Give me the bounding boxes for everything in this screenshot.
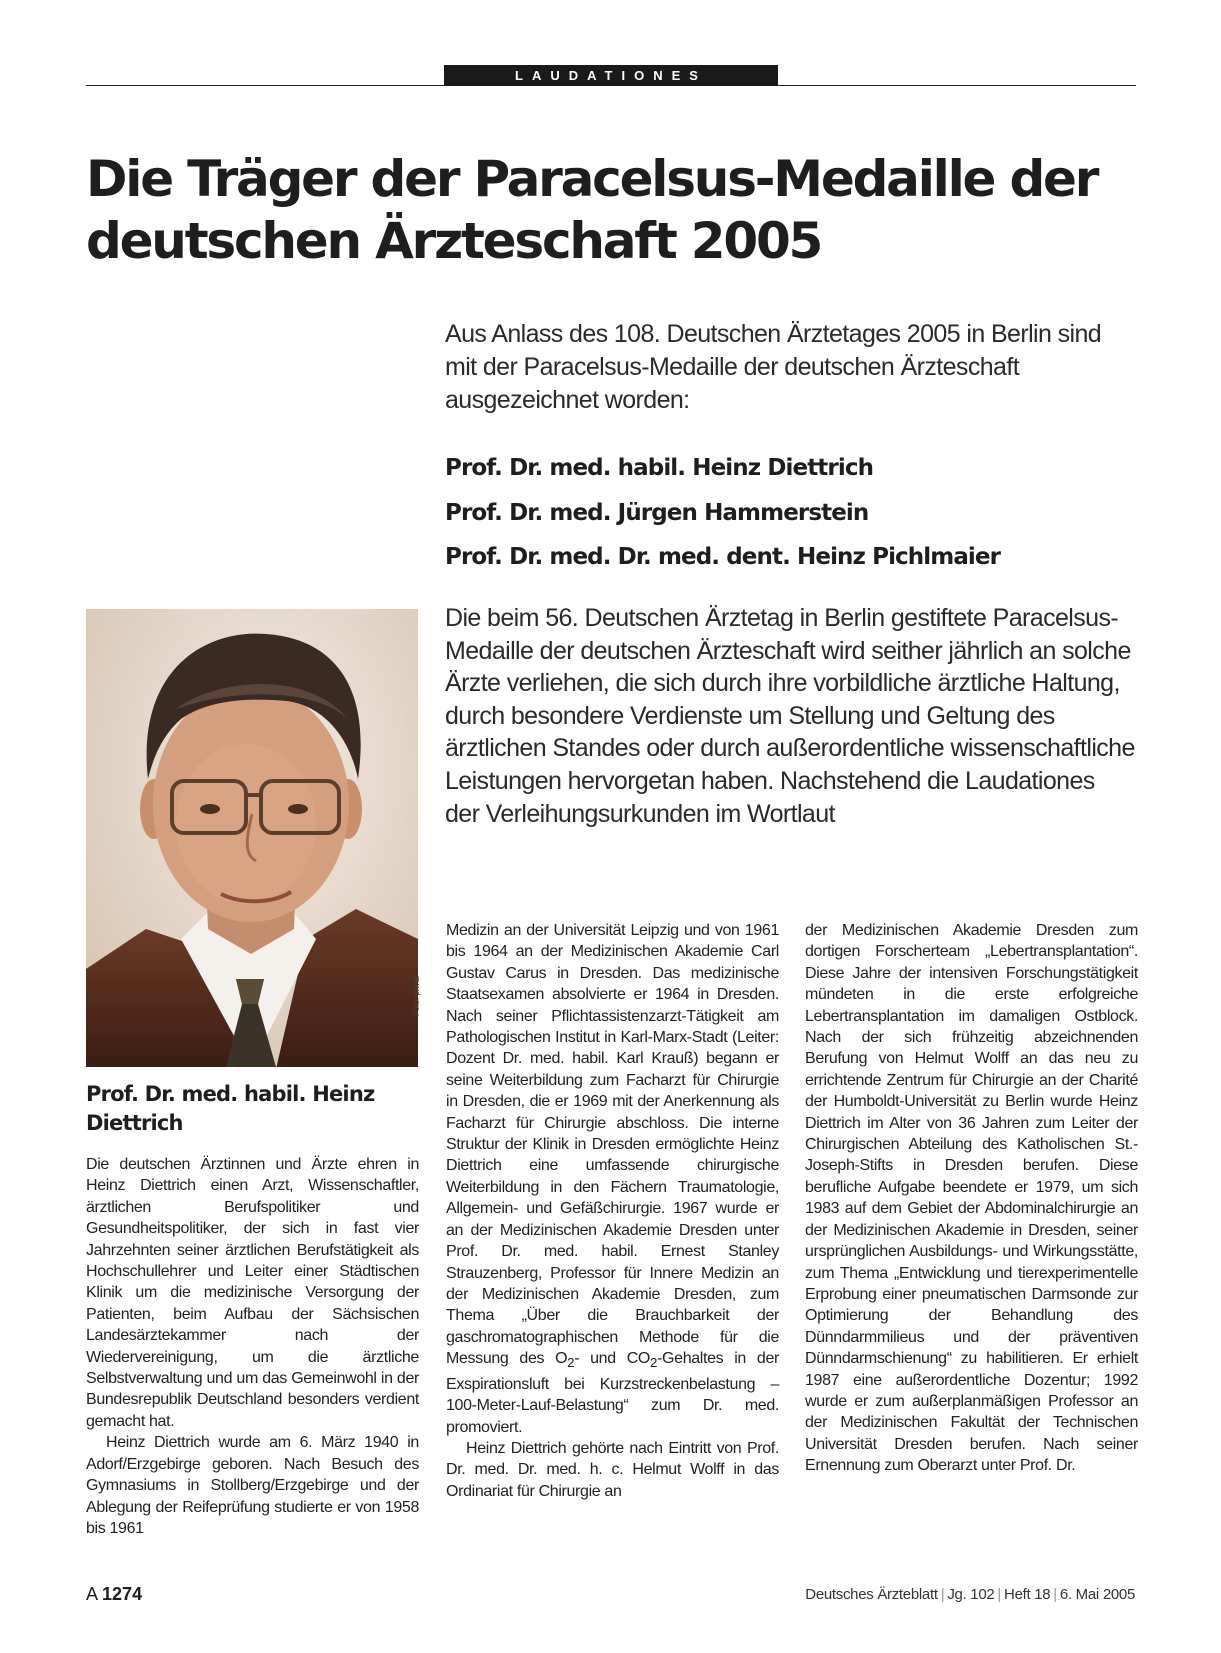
subscript: 2: [567, 1355, 575, 1371]
section-label: LAUDATIONES: [444, 65, 778, 86]
body-text: - und CO: [574, 1350, 651, 1368]
text-column-1: [86, 1154, 419, 1539]
laureate-name: Prof. Dr. med. Dr. med. dent. Heinz Pichlmaier: [445, 544, 1001, 570]
journal-info: [805, 1586, 1135, 1603]
intro-paragraph: Aus Anlass des 108. Deutschen Ärztetages 2005 in Berlin sind mit der Paracelsus-Medaille der deutschen Ärzteschaft ausgezeichnet worden:: [445, 320, 1102, 414]
separator: |: [997, 1586, 1002, 1603]
article-headline: Die Träger der Paracelsus-Medaille der deutschen Ärzteschaft 2005: [86, 150, 1098, 270]
journal-issue: Heft 18: [1004, 1586, 1051, 1603]
body-paragraph: Die deutschen Ärztinnen und Ärzte ehren in Heinz Diettrich einen Arzt, Wissenschaftler, ärztlichen Berufspolitiker und Gesundheitspolitiker, der sich in fast vier Jahrzehnten seiner ärztlichen Berufstätigkeit als Hochschullehrer und Leiter einer Städtischen Klinik um die medizinische Versorgung der Patienten, beim Aufbau der Sächsischen Landesärztekammer nach der Wiedervereinigung, um die ärztliche Selbstverwaltung und um das Gemeinwohl in der Bundesrepublik Deutschland besonders verdient gemacht hat.: [86, 1156, 419, 1430]
page-number-value: 1274: [102, 1584, 143, 1604]
statement-paragraph: Die beim 56. Deutschen Ärztetag in Berlin gestiftete Paracelsus-Medaille der deutschen Ärzteschaft wird seither jährlich an solche Ärzte verliehen, die sich durch ihre vorbildliche ärztliche Haltung, durch besondere Verdienste um Stellung und Geltung des ärztlichen Standes oder durch außerordentliche wissenschaftliche Leistungen hervorgetan haben. Nachstehend die Laudationes der Verleihungsurkunden im Wortlaut: [445, 604, 1135, 828]
journal-name: Deutsches Ärzteblatt: [805, 1586, 938, 1603]
separator: |: [940, 1586, 945, 1603]
body-paragraph: Heinz Diettrich wurde am 6. März 1940 in Adorf/Erzgebirge geboren. Nach Besuch des Gymnasiums in Stollberg/Erzgebirge und der Ablegung der Reifeprüfung studierte er von 1958 bis 1961: [86, 1434, 419, 1537]
laureate-list: [445, 446, 1135, 580]
body-paragraph: [446, 920, 779, 1438]
subscript: 2: [650, 1355, 658, 1371]
page-number: [86, 1584, 142, 1605]
separator: |: [1053, 1586, 1057, 1603]
laureate-name: Prof. Dr. med. habil. Heinz Diettrich: [445, 455, 874, 481]
portrait-photo: [86, 609, 418, 1067]
text-column-2: [446, 920, 779, 1502]
body-text: Medizin an der Universität Leipzig und von 1961 bis 1964 an der Medizinischen Akademie Carl Gustav Carus in Dresden. Das medizinische Staatsexamen absolvierte er 1964 in Dresden. Nach seiner Pflichtassistenzarzt-Tätigkeit am Pathologischen Institut in Karl-Marx-Stadt (Leiter: Dozent Dr. med. habil. Karl Krauß) begann er seine Weiterbildung zum Facharzt für Chirurgie in Dresden, die er 1969 mit der Anerkennung als Facharzt für Chirurgie abschloss. Die interne Struktur der Klinik in Dresden ermöglichte Heinz Diettrich eine umfassende chirurgische Weiterbildung in den Fächern Traumatologie, Allgemein- und Gefäßchirurgie. 1967 wurde er an der Medizinischen Akademie Dresden unter Prof. Dr. med. habil. Ernest Stanley Strauzenberg, Professor für Innere Medizin an der Medizinischen Akademie Dresden, zum Thema „Über die Brauchbarkeit der gaschromatographischen Methode für die Messung des O: [446, 922, 779, 1368]
body-paragraph: Heinz Diettrich gehörte nach Eintritt von Prof. Dr. med. Dr. med. h. c. Helmut Wolff in das Ordinariat für Chirurgie an: [446, 1439, 779, 1500]
body-paragraph: der Medizinischen Akademie Dresden zum dortigen Forscherteam „Lebertransplantation“. Diese Jahre der intensiven Forschungstätigkeit mündeten in die erste erfolgreiche Lebertransplantation im damaligen Ostblock. Nach der sich frühzeitig abzeichnenden Berufung von Helmut Wolff an das neu zu errichtende Zentrum für Chirurgie an der Charité der Humboldt-Universität zu Berlin wurde Heinz Diettrich im Alter von 36 Jahren zum Leiter der Chirurgischen Abteilung des Katholischen St.-Joseph-Stifts in Dresden berufen. Diese berufliche Aufgabe beendete er 1979, um sich 1983 auf dem Gebiet der Abdominalchirurgie an der Medizinischen Akademie in Dresden, seiner ursprünglichen Ausbildungs- und Wirkungsstätte, zum Thema „Entwicklung und tierexperimentelle Erprobung einer pneumatischen Darmsonde zur Optimierung der Behandlung des Dünndarmmilieus und der präventiven Dünndarmschienung“ zu habilitieren. Er erhielt 1987 eine außerordentliche Dozentur; 1992 wurde er zum außerplanmäßigen Professor an der Medizinischen Fakultät der Technischen Universität Dresden berufen. Nach seiner Ernennung zum Oberarzt unter Prof. Dr.: [805, 922, 1138, 1475]
portrait-illustration: [86, 609, 418, 1067]
journal-date: 6. Mai 2005: [1059, 1586, 1135, 1603]
laureate-name: Prof. Dr. med. Jürgen Hammerstein: [445, 499, 869, 526]
journal-volume: Jg. 102: [947, 1586, 995, 1603]
photo-credit: Foto: privat: [412, 975, 421, 1016]
text-column-3: [805, 920, 1138, 1477]
body-text: -Gehaltes in der Exspirationsluft bei Kurzstreckenbelastung – 100-Meter-Lauf-Belastung“ zum Dr. med. promoviert.: [446, 1350, 779, 1436]
portrait-caption: Prof. Dr. med. habil. Heinz Diettrich: [86, 1082, 375, 1135]
page-prefix: A: [86, 1584, 98, 1604]
